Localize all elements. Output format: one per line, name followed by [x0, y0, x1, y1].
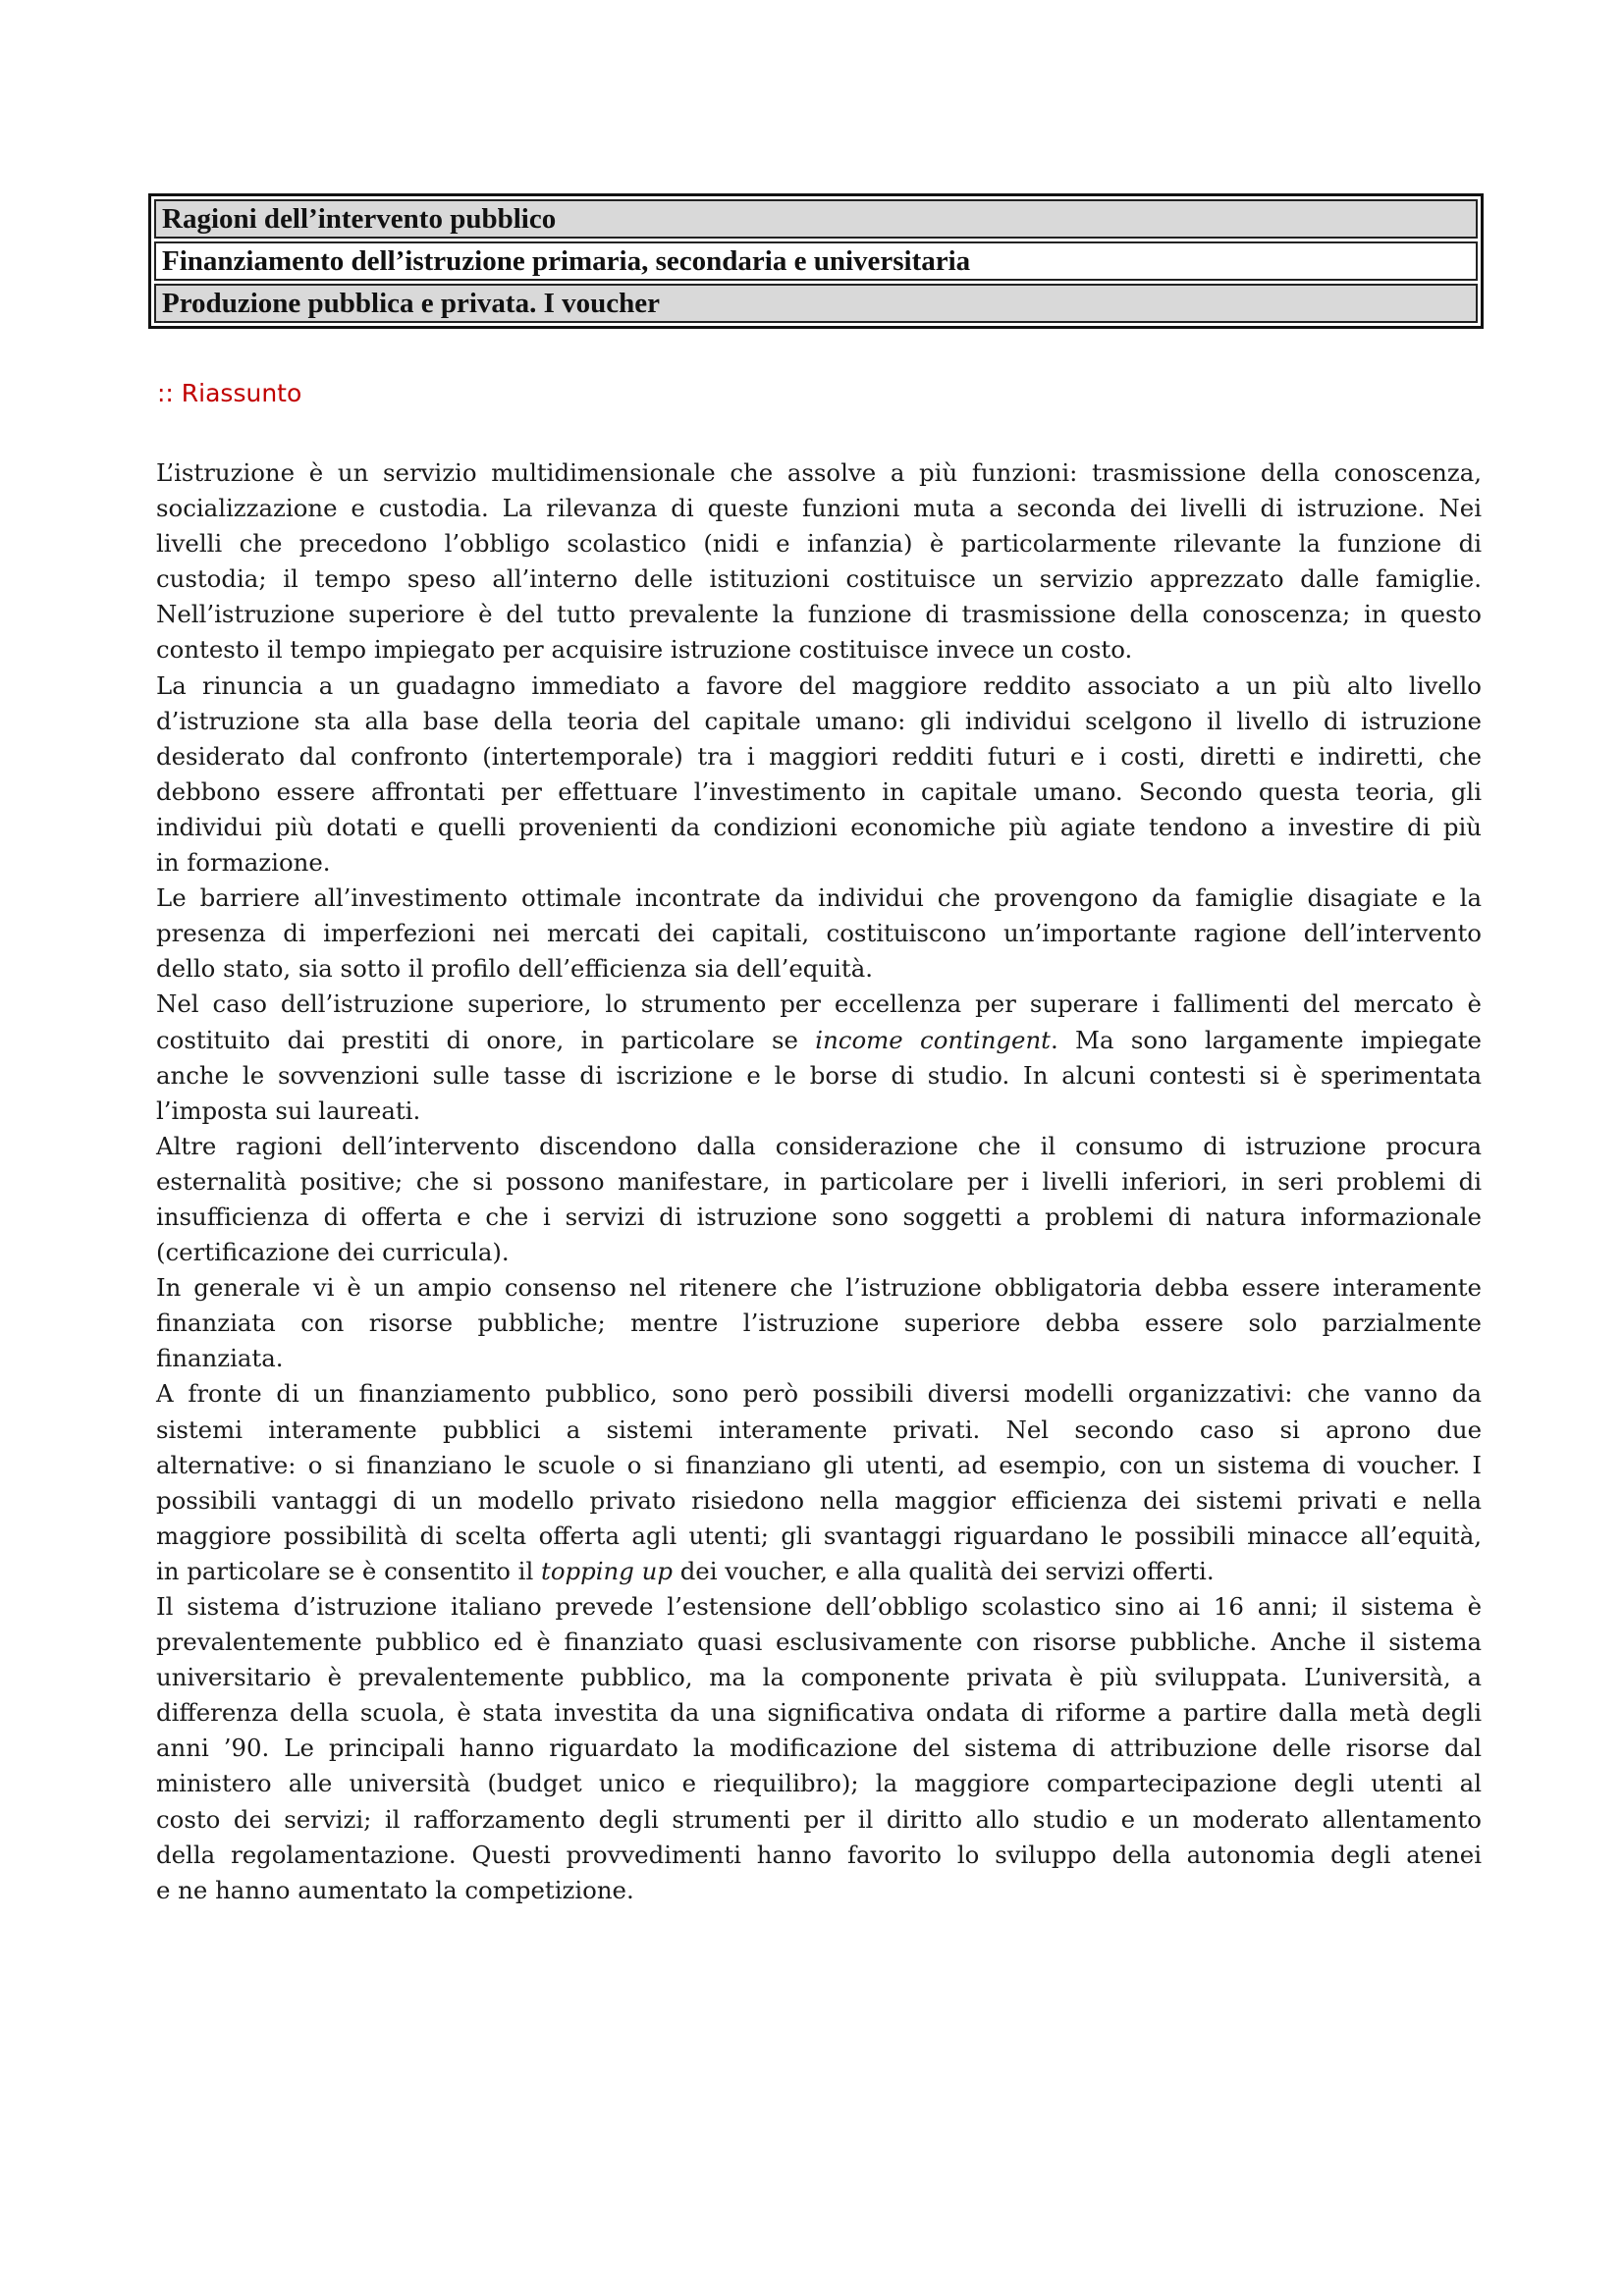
summary-text [156, 455, 1482, 1908]
summary-line: l’imposta sui laureati. [156, 1095, 421, 1125]
summary-line: livelli che precedono l’obbligo scolastico (nidi e infanzia) è particolarmente rilevante la funzione di [156, 529, 1482, 559]
summary-line: Il sistema d’istruzione italiano prevede l’estensione dell’obbligo scolastico sino ai 16 anni; il sistema è [156, 1592, 1482, 1621]
summary-line-text: costituito dai prestiti di onore, in particolare se [156, 1025, 816, 1054]
summary-line: anche le sovvenzioni sulle tasse di iscrizione e le borse di studio. In alcuni contesti si è sperimentata [156, 1060, 1482, 1090]
summary-line: debbono essere affrontati per effettuare l’investimento in capitale umano. Secondo questa teoria, gli [156, 776, 1482, 806]
summary-line: d’istruzione sta alla base della teoria del capitale umano: gli individui scelgono il livello di istruzione [156, 706, 1482, 735]
summary-line: individui più dotati e quelli provenienti da condizioni economiche più agiate tendono a investire di più [156, 812, 1482, 841]
summary-line: anni ’90. Le principali hanno riguardato la modificazione del sistema di attribuzione delle risorse dal [156, 1734, 1482, 1763]
summary-line: della regolamentazione. Questi provvedimenti hanno favorito lo sviluppo della autonomia degli atenei [156, 1840, 1482, 1869]
summary-line: L’istruzione è un servizio multidimensionale che assolve a più funzioni: trasmissione della conoscenza, [156, 458, 1482, 487]
topic-row: Ragioni dell’intervento pubblico [154, 199, 1478, 239]
summary-line-emphasis: income contingent [815, 1025, 1051, 1054]
summary-line: socializzazione e custodia. La rilevanza di queste funzioni muta a seconda dei livelli di istruzione. Nei [156, 494, 1482, 523]
summary-line: costo dei servizi; il rafforzamento degli strumenti per il diritto allo studio e un moderato allentamento [156, 1804, 1482, 1834]
summary-line: ministero alle università (budget unico e riequilibro); la maggiore compartecipazione degli utenti al [156, 1769, 1482, 1798]
summary-line: A fronte di un finanziamento pubblico, sono però possibili diversi modelli organizzativi: che vanno da [156, 1379, 1482, 1409]
summary-line-emphasis: topping up [541, 1556, 673, 1585]
summary-line: sistemi interamente pubblici a sistemi interamente privati. Nel secondo caso si aprono due [156, 1415, 1482, 1444]
summary-line: insufficienza di offerta e che i servizi di istruzione sono soggetti a problemi di natura informazionale [156, 1201, 1482, 1231]
summary-line-text: in particolare se è consentito il [156, 1556, 542, 1585]
section-label: :: Riassunto [157, 379, 302, 407]
summary-line: finanziata con risorse pubbliche; mentre l’istruzione superiore debba essere solo parzialmente [156, 1308, 1482, 1338]
summary-line: alternative: o si finanziano le scuole o si finanziano gli utenti, ad esempio, con un sistema di voucher. I [156, 1450, 1482, 1479]
summary-line: differenza della scuola, è stata investita da una significativa ondata di riforme a partire dalla metà degli [156, 1698, 1482, 1728]
summary-line: (certificazione dei curricula). [156, 1238, 510, 1267]
summary-line: possibili vantaggi di un modello privato risiedono nella maggior efficienza dei sistemi privati e nella [156, 1485, 1482, 1515]
summary-line: La rinuncia a un guadagno immediato a favore del maggiore reddito associato a un più alto livello [156, 670, 1482, 700]
summary-line: custodia; il tempo speso all’interno delle istituzioni costituisce un servizio apprezzato dalle famiglie. [156, 564, 1482, 594]
summary-line: finanziata. [156, 1344, 284, 1373]
topic-row: Finanziamento dell’istruzione primaria, secondaria e universitaria [154, 241, 1478, 281]
summary-line: contesto il tempo impiegato per acquisire istruzione costituisce invece un costo. [156, 635, 1133, 665]
topics-box [148, 193, 1484, 329]
summary-line: desiderato dal confronto (intertemporale) tra i maggiori redditi futuri e i costi, diretti e indiretti, che [156, 741, 1482, 771]
summary-line-text: dei voucher, e alla qualità dei servizi offerti. [672, 1556, 1215, 1585]
summary-line: prevalentemente pubblico ed è finanziato quasi esclusivamente con risorse pubbliche. Anche il sistema [156, 1628, 1482, 1657]
summary-line: esternalità positive; che si possono manifestare, in particolare per i livelli inferiori, in seri problemi di [156, 1166, 1482, 1196]
summary-line: in formazione. [156, 848, 331, 878]
summary-line: In generale vi è un ampio consenso nel ritenere che l’istruzione obbligatoria debba essere interamente [156, 1273, 1482, 1303]
summary-line-text: . Ma sono largamente impiegate [1050, 1025, 1482, 1054]
summary-line: presenza di imperfezioni nei mercati dei capitali, costituiscono un’importante ragione dell’intervento [156, 919, 1482, 948]
summary-line: dello stato, sia sotto il profilo dell’efficienza sia dell’equità. [156, 954, 873, 984]
summary-line [156, 1023, 1482, 1058]
summary-line: universitario è prevalentemente pubblico, ma la componente privata è più sviluppata. L’università, a [156, 1663, 1482, 1692]
summary-line: Nel caso dell’istruzione superiore, lo strumento per eccellenza per superare i fallimenti del mercato è [156, 989, 1482, 1019]
summary-line: Nell’istruzione superiore è del tutto prevalente la funzione di trasmissione della conoscenza; in questo [156, 600, 1482, 629]
summary-line: e ne hanno aumentato la competizione. [156, 1875, 634, 1904]
summary-line: Altre ragioni dell’intervento discendono dalla considerazione che il consumo di istruzione procura [156, 1131, 1482, 1160]
topic-row: Produzione pubblica e privata. I voucher [154, 284, 1478, 323]
summary-line [156, 1554, 1482, 1589]
summary-line: maggiore possibilità di scelta offerta agli utenti; gli svantaggi riguardano le possibili minacce all’equità, [156, 1521, 1482, 1550]
summary-line: Le barriere all’investimento ottimale incontrate da individui che provengono da famiglie disagiate e la [156, 883, 1482, 913]
